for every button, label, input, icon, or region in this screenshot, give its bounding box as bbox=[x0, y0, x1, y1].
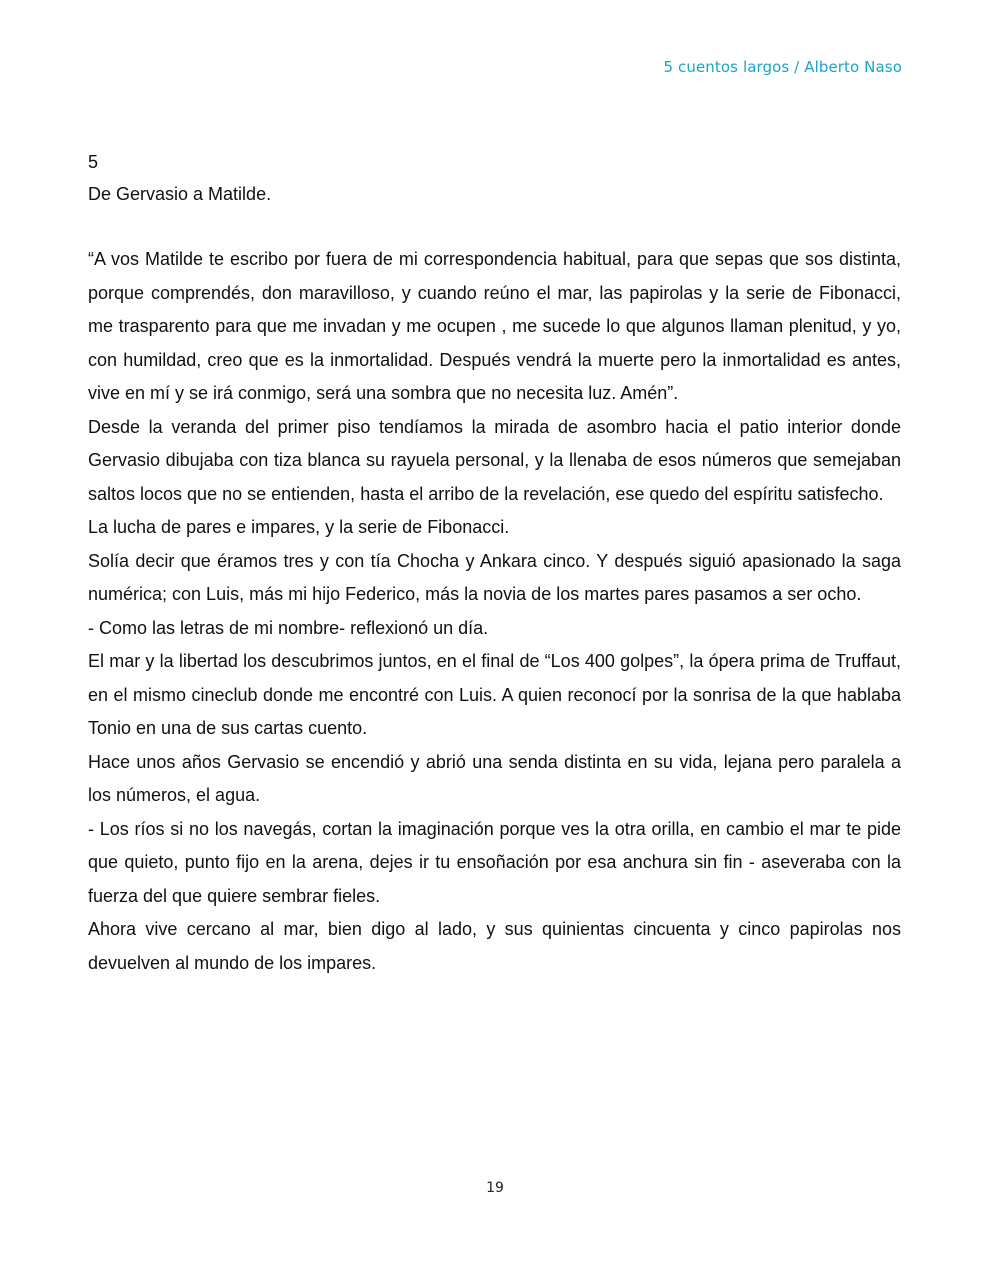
paragraph: Ahora vive cercano al mar, bien digo al lado, y sus quinientas cincuenta y cinco papirolas nos devuelven al mundo de los impares. bbox=[88, 919, 901, 973]
paragraph: Solía decir que éramos tres y con tía Chocha y Ankara cinco. Y después siguió apasionado la saga numérica; con Luis, más mi hijo Federico, más la novia de los martes pares pasamos a ser ocho. bbox=[88, 550, 901, 604]
page-number: 19 bbox=[486, 1180, 504, 1196]
paragraph: Hace unos años Gervasio se encendió y abrió una senda distinta en su vida, lejana pero paralela a los números, el agua. bbox=[88, 751, 901, 805]
blank-line bbox=[88, 210, 901, 243]
chapter-number: 5 bbox=[88, 152, 99, 172]
document-body bbox=[88, 146, 901, 980]
paragraph-letter: “A vos Matilde te escribo por fuera de mi correspondencia habitual, para que sepas que sos distinta, porque comprendés, don maravilloso, y cuando reúno el mar, las papirolas y la serie de Fibonacci, me trasparento para que me invadan y me ocupen , me sucede lo que algunos llaman plenitud, y yo, con humildad, creo que es la inmortalidad. Después vendrá la muerte pero la inmortalidad es antes, vive en mí y se irá conmigo, será una sombra que no necesita luz. Amén”. bbox=[88, 249, 901, 403]
paragraph-dialogue: - Como las letras de mi nombre- reflexionó un día. bbox=[88, 617, 489, 638]
chapter-title: De Gervasio a Matilde. bbox=[88, 184, 272, 204]
paragraph-dialogue: - Los ríos si no los navegás, cortan la imaginación porque ves la otra orilla, en cambio el mar te pide que quieto, punto fijo en la arena, dejes ir tu ensoñación por esa anchura sin fin - aseveraba con la fuerza del que quiere sembrar fieles. bbox=[88, 818, 901, 906]
paragraph: El mar y la libertad los descubrimos juntos, en el final de “Los 400 golpes”, la ópera prima de Truffaut, en el mismo cineclub donde me encontré con Luis. A quien reconocí por la sonrisa de la que hablaba Tonio en una de sus cartas cuento. bbox=[88, 651, 901, 738]
running-header: 5 cuentos largos / Alberto Naso bbox=[663, 58, 902, 76]
paragraph: Desde la veranda del primer piso tendíamos la mirada de asombro hacia el patio interior donde Gervasio dibujaba con tiza blanca su rayuela personal, y la llenaba de esos números que semejaban saltos locos que no se entienden, hasta el arribo de la revelación, ese quedo del espíritu satisfecho. bbox=[88, 416, 901, 504]
paragraph: La lucha de pares e impares, y la serie de Fibonacci. bbox=[88, 517, 510, 537]
